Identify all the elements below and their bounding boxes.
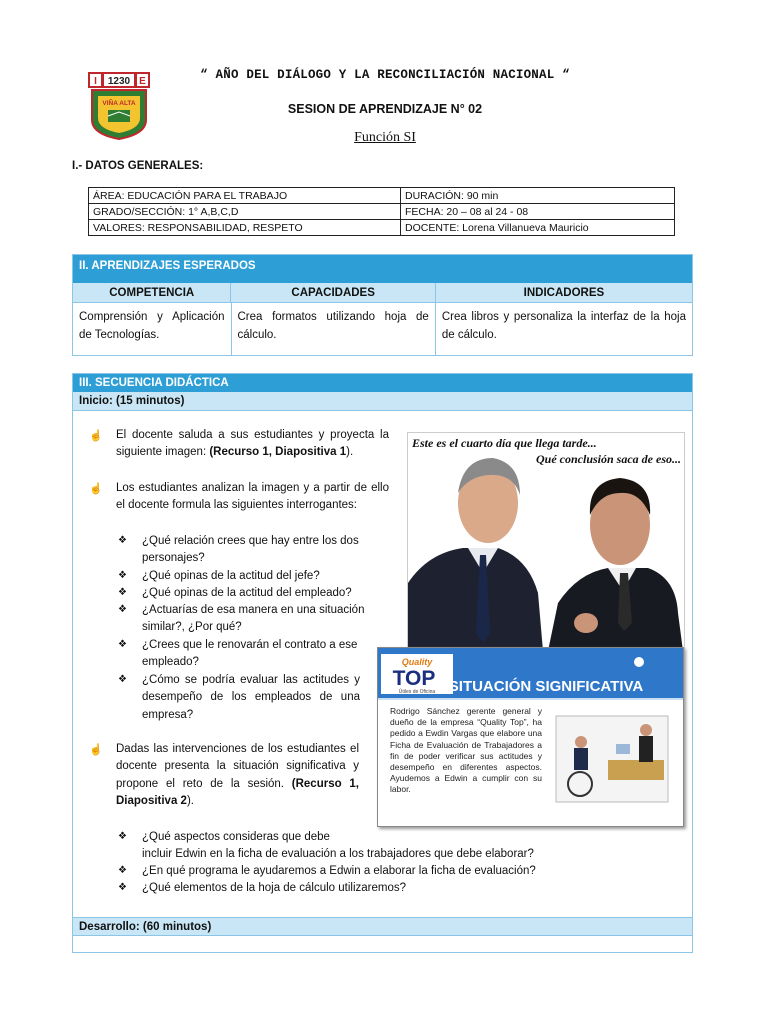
pointing-hand-icon: ☝ [89,483,103,495]
values-cell: VALORES: RESPONSABILIDAD, RESPETO [89,220,401,236]
pointing-hand-icon: ☝ [89,430,103,442]
learning-row [73,303,692,355]
paragraph-text: Dadas las intervenciones de los estudiantes el docente presenta la situación significativa y propone el reto de la sesión. [116,743,359,790]
diamond-bullet-icon: ❖ [118,639,127,650]
image-caption-2: Qué conclusión saca de eso... [536,452,681,466]
logo-letter-e: E [139,76,146,87]
national-motto: “ AÑO DEL DIÁLOGO Y LA RECONCILIACIÓN NACIONAL “ [200,68,570,82]
teacher-cell: DOCENTE: Lorena Villanueva Mauricio [401,220,675,236]
school-logo [88,72,150,140]
section-header: III. SECUENCIA DIDÁCTICA [73,374,692,392]
resource-ref: (Recurso 1, Diapositiva 1 [209,446,347,459]
question-item: ¿Qué opinas de la actitud del jefe? [142,570,320,582]
brand-name: TOP [392,667,436,690]
diamond-bullet-icon: ❖ [118,570,127,581]
diamond-bullet-icon: ❖ [118,865,127,876]
expected-learning-section [72,254,693,356]
diamond-bullet-icon: ❖ [118,674,127,685]
competence-cell: Comprensión y Aplicación de Tecnologías. [73,303,232,355]
diamond-bullet-icon: ❖ [118,587,127,598]
question-item: ¿Qué aspectos consideras que debe [142,831,330,843]
indicators-header: INDICADORES [523,287,605,299]
indicators-cell: Crea libros y personaliza la interfaz de la hoja de cálculo. [441,311,686,341]
boss-employee-image [407,432,685,650]
question-item: ¿Actuarías de esa manera en una situación similar?, ¿Por qué? [142,604,365,634]
session-title: SESION DE APRENDIZAJE N° 02 [287,102,483,116]
table-row [89,220,675,236]
question-item: ¿Qué opinas de la actitud del empleado? [142,587,352,599]
table-row [89,204,675,220]
situation-text: Rodrigo Sánchez gerente general y dueño de la empresa “Quality Top”, ha pedido a Ewdin Vargas que elabore una Ficha de Evaluación de Trabajadores a fin de poder verificar sus actitudes y desempeño en diferentes aspectos. Ayudemos a Edwin a cumplir con su labor. [390,706,542,795]
question-item: ¿Qué elementos de la hoja de cálculo utilizaremos? [142,882,407,894]
question-item: ¿Crees que le renovarán el contrato a ese empleado? [142,639,358,669]
logo-number: 1230 [107,76,131,87]
brand-top-word: Quality [401,657,433,667]
general-data-title: I.- DATOS GENERALES: [72,160,204,172]
development-phase-header: Desarrollo: (60 minutos) [73,917,692,936]
date-cell: FECHA: 20 – 08 al 24 - 08 [401,204,675,220]
logo-subtitle: VIÑA ALTA [102,100,136,107]
question-item: ¿Qué relación crees que hay entre los dos personajes? [142,535,359,565]
diamond-bullet-icon: ❖ [118,604,127,615]
table-row [89,188,675,204]
capacities-header: CAPACIDADES [231,283,435,302]
topic-title: Función SI [354,130,416,145]
paragraph-situation [116,741,359,810]
paragraph-end: ). [346,446,354,459]
question-item: ¿Cómo se podría evaluar las actitudes y desempeño de los empleados de una empresa? [142,674,360,721]
paragraph-text: El docente saluda a sus estudiantes y proyecta la siguiente imagen: [116,429,389,459]
paragraph-end: ). [186,794,194,807]
pointing-hand-icon: ☝ [89,744,103,756]
resource-ref: (Recurso 1, Diapositiva 2 [116,777,359,807]
paragraph-greeting [116,427,389,462]
competence-header: COMPETENCIA [73,283,231,302]
general-data-table [88,187,675,236]
duration-cell: DURACIÓN: 90 min [401,188,675,204]
section-header: II. APRENDIZAJES ESPERADOS [73,255,692,283]
image-caption-1: Este es el cuarto día que llega tarde... [412,436,597,450]
start-phase-header: Inicio: (15 minutos) [73,392,692,411]
diamond-bullet-icon: ❖ [118,535,127,546]
capacities-cell: Crea formatos utilizando hoja de cálculo. [232,303,436,355]
diamond-bullet-icon: ❖ [118,882,127,893]
question-item: ¿En qué programa le ayudaremos a Edwin a elaborar la ficha de evaluación? [142,865,536,877]
logo-letter-i: I [94,76,97,87]
area-cell: ÁREA: EDUCACIÓN PARA EL TRABAJO [89,188,401,204]
column-headers [73,283,692,303]
question-item-continuation: incluir Edwin en la ficha de evaluación a los trabajadores que debe elaborar? [142,848,534,860]
diamond-bullet-icon: ❖ [118,831,127,842]
brand-subtitle: Útiles de Oficina [398,689,436,695]
slide-title: SITUACIÓN SIGNIFICATIVA [448,678,644,695]
paragraph-analysis: Los estudiantes analizan la imagen y a partir de ello el docente formula las siguientes interrogantes: [116,482,389,512]
grade-cell: GRADO/SECCIÓN: 1° A,B,C,D [89,204,401,220]
significant-situation-slide [377,647,684,827]
